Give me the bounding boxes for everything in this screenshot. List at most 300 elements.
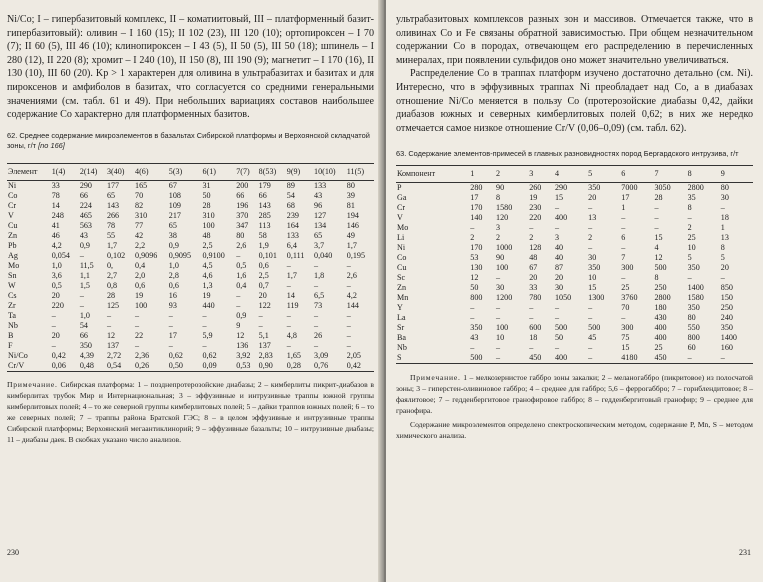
table-62-cell: 4,2 <box>346 290 357 300</box>
table-63-notes-label: Примечание. <box>410 373 461 383</box>
table-63-cell: – <box>470 223 475 233</box>
table-63-cell: – <box>554 313 560 323</box>
table-62-column-header: 4(6) <box>134 163 168 180</box>
table-63-cell: 1000 <box>496 243 513 253</box>
table-63-row <box>396 323 753 333</box>
table-63-row <box>396 293 753 303</box>
table-63-cell: 400 <box>654 333 667 343</box>
table-63-row <box>396 263 753 273</box>
table-63-cell: 20 <box>554 273 564 283</box>
table-63-cell: 1400 <box>687 283 704 293</box>
table-63-column-header: 3 <box>528 166 554 183</box>
table-62-cell: 12 <box>106 330 116 340</box>
table-62-cell: 96 <box>314 200 323 210</box>
table-62-cell: 67 <box>168 180 177 190</box>
table-62-cell: 239 <box>286 210 299 220</box>
table-63-row-label: P <box>397 183 402 193</box>
table-63-cell: 1580 <box>687 293 704 303</box>
table-63-cell: 550 <box>687 323 700 333</box>
table-62-cell: 2,05 <box>346 350 361 360</box>
table-62-cell: 70 <box>135 190 144 200</box>
table-62-cell: 93 <box>168 300 177 310</box>
table-63-cell: 12 <box>470 273 479 283</box>
table-62-row <box>7 341 374 351</box>
table-63-row-label: Nb <box>397 343 407 353</box>
table-63-column-header: 1 <box>469 166 495 183</box>
table-62-cell: 0,9 <box>79 240 90 250</box>
table-63-row-label: Sc <box>397 273 406 283</box>
table-62-cell: – <box>79 250 84 260</box>
table-62-cell: 54 <box>79 320 88 330</box>
table-62-cell: 0,06 <box>51 361 79 372</box>
table-63-cell: 2800 <box>654 293 671 303</box>
table-62-cell: 68 <box>286 200 295 210</box>
table-62-cell: 0,9100 <box>202 250 225 260</box>
table-63-cell: – <box>496 313 501 323</box>
table-63-cell: 2 <box>588 233 593 243</box>
table-62-cell: – <box>168 310 173 320</box>
table-63-cell: 15 <box>654 233 663 243</box>
table-62-cell: 65 <box>106 190 116 200</box>
table-62-cell: 20 <box>51 290 60 300</box>
table-63-cell: 400 <box>554 213 568 223</box>
table-62-cell: 0,195 <box>346 250 366 260</box>
table-63-cell: – <box>529 223 534 233</box>
table-63-cell: 230 <box>529 203 542 213</box>
table-63-cell: – <box>554 223 560 233</box>
table-63-cell: 300 <box>621 323 634 333</box>
table-63-cell: 400 <box>654 323 667 333</box>
table-62-cell: 134 <box>314 220 327 230</box>
table-62-cell: – <box>258 320 263 330</box>
table-62-cell: 0,4 <box>236 280 247 290</box>
table-63-cell: 35 <box>687 193 696 203</box>
table-63-row-label: S <box>396 353 469 364</box>
table-63-cell: – <box>621 243 626 253</box>
table-62-row <box>7 311 374 321</box>
table-63-cell: 20 <box>529 273 538 283</box>
table-63-notes <box>396 372 753 416</box>
table-62-cell: 33 <box>51 180 60 190</box>
table-63-cell: – <box>554 203 560 213</box>
table-63-column-header: 2 <box>495 166 528 183</box>
table-62-row <box>7 351 374 361</box>
table-63-cell: – <box>470 343 475 353</box>
table-62-cell: 4,39 <box>79 350 94 360</box>
table-62-cell: 0,6 <box>258 260 269 270</box>
table-63-row <box>396 253 753 263</box>
table-62-cell: 2,72 <box>106 350 122 360</box>
table-63-cell: 60 <box>687 343 696 353</box>
table-62-cell: – <box>236 290 241 300</box>
table-62-cell: 0,5 <box>236 260 247 270</box>
table-63-cell: 15 <box>554 193 564 203</box>
table-63-cell: 33 <box>529 283 538 293</box>
table-63-cell: 3 <box>496 223 501 233</box>
table-62-row-label: V <box>8 210 14 220</box>
table-62-cell: – <box>286 310 291 320</box>
table-63 <box>396 165 753 364</box>
table-62-row-label: Sn <box>8 270 17 280</box>
table-63-cell: 350 <box>687 303 700 313</box>
table-62-cell: – <box>135 320 140 330</box>
table-62-cell: – <box>79 290 84 300</box>
table-63-cell: – <box>470 313 475 323</box>
table-62-cell: 0,4 <box>135 260 146 270</box>
right-paragraph-1: ультрабазитовых комплексов разных зон и массивов. Отмечается также, что в оливинах Co и Fe связаны обратной зависимостью. При общем незначительном содержании Co в породах, отвечающем его распределению в перечисленных минералах, при появлении сульфидов оно может значительно увеличиваться. <box>396 14 753 66</box>
table-62-column-header: 11(5) <box>346 163 374 180</box>
table-62-cell: 100 <box>202 220 215 230</box>
table-62-cell: – <box>236 250 241 260</box>
table-62-cell: 0,53 <box>235 361 257 372</box>
table-63-cell: – <box>587 353 620 364</box>
table-62-cell: 11,5 <box>79 260 94 270</box>
table-63-row <box>396 273 753 283</box>
table-63-cell: 17 <box>621 193 630 203</box>
table-63-cell: 43 <box>470 333 479 343</box>
table-62-cell: 2,83 <box>258 350 273 360</box>
table-62-cell: 143 <box>258 200 271 210</box>
table-62-cell: 144 <box>346 300 359 310</box>
table-63-cell: 1400 <box>720 333 737 343</box>
table-63-cell: 450 <box>528 353 554 364</box>
table-62-cell: – <box>314 260 319 270</box>
table-63-cell: 8 <box>654 273 659 283</box>
table-62-row <box>7 241 374 251</box>
table-62-row-label: Cs <box>8 290 17 300</box>
table-63-row-label: Mn <box>397 293 409 303</box>
table-63-cell: – <box>621 273 626 283</box>
table-63-row-label: V <box>397 213 403 223</box>
table-62-row <box>7 201 374 211</box>
table-63-cell: – <box>470 303 475 313</box>
table-62-cell: 113 <box>258 220 271 230</box>
table-62-cell: 164 <box>286 220 299 230</box>
table-62-cell: 78 <box>106 220 116 230</box>
table-63-row <box>396 243 753 253</box>
table-63-row <box>396 213 753 223</box>
table-62-cell: 2,5 <box>202 240 213 250</box>
table-63-cell: 120 <box>496 213 509 223</box>
table-62-column-header: 3(40) <box>106 163 134 180</box>
left-paragraph-1: Ni/Co; I – гипербазитовый комплекс, II – коматиитовый, III – платформенный базит-гипербазитовый): оливин – I 160 (15); II 102 (23), III 120 (10); ортопироксен – I 70 (7); II 60 (5), III 46 (10); клинопироксен – I 43 (5), II 50 (5), III 50 (18); шпинель – I 280 (12), II 220 (8); хромит – I 240 (10), II 150 (8), III 190 (9); магнетит – I 170 (16), II 130 (10), III 60 (20). Kр > 1 характерен для оливина в ультрабазитах и базитах и для пироксенов и амфиболов в базитах, что согласуется со средними генеральными значениями (см. табл. 61 и 49). При небольших вариациях составов наибольшее содержание Co характерно для платформенных базитов. <box>7 14 374 121</box>
table-63-cell: 80 <box>720 183 729 193</box>
table-62-cell: 0,90 <box>258 361 286 372</box>
table-62-cell: 54 <box>286 190 295 200</box>
table-63-cell: 45 <box>588 333 597 343</box>
table-62-cell: 0,040 <box>314 250 333 260</box>
table-62-cell: – <box>346 310 351 320</box>
table-62-body <box>7 180 374 371</box>
table-62-row-label: Ta <box>8 310 16 320</box>
table-62-row <box>7 281 374 291</box>
table-62-cell: 58 <box>258 230 267 240</box>
table-63-row-label: Y <box>397 303 403 313</box>
table-63-cell: 8 <box>720 243 725 253</box>
table-62-cell: – <box>51 310 56 320</box>
table-62-row <box>7 251 374 261</box>
table-62-cell: – <box>346 280 351 290</box>
table-62-row-label: Nb <box>8 320 18 330</box>
table-62-cell: 310 <box>202 210 215 220</box>
table-62-cell: 14 <box>286 290 295 300</box>
table-62-cell: 55 <box>106 230 116 240</box>
table-63-cell: 350 <box>470 323 483 333</box>
table-63-cell: 90 <box>496 183 505 193</box>
table-62-cell: 4,6 <box>202 270 213 280</box>
table-63-row-label: La <box>397 313 406 323</box>
table-62-cell: 0,9095 <box>168 250 192 260</box>
table-63-cell: 1050 <box>554 293 572 303</box>
table-62-cell: 109 <box>168 200 181 210</box>
table-62-row <box>7 301 374 311</box>
table-62-cell: 350 <box>79 340 92 350</box>
table-62-cell: 80 <box>236 230 245 240</box>
table-63-cell: – <box>687 213 692 223</box>
table-63-row-label: Mo <box>397 223 409 233</box>
table-62-cell: 0,62 <box>202 350 217 360</box>
table-62-notes-text: Сибирская платформа: 1 – позднепротерозойские диабазы; 2 – кимберлиты пикрит-диабазов в кимберлитах трубок Мир и Интернациональная; 3 – эффузивные и интрузивные траппы южной группы кимберлитовых полей; 4 – то же северной группы кимберлитовых полей; 5 – дайки траппов южных полей; 6 – то же северных полей; 7 – траппы района Братской ГЭС; 8 – в целом эффузивные и интрузивные траппы Сибирской платформы; Верхоянский мегаантиклинорий; 9 – эффузивные базальты; 10 – интрузивные диабазы; 11 – диабазы даек. В скобках указано число анализов. <box>7 379 374 444</box>
table-63-column-header: 7 <box>653 166 686 183</box>
table-63-cell: 300 <box>621 263 634 273</box>
table-62-cell: 26 <box>314 330 323 340</box>
table-62-caption-ref: [no 166] <box>38 140 65 150</box>
table-62-cell: 19 <box>135 290 144 300</box>
table-63-cell: 6 <box>621 233 626 243</box>
table-63-cell: 1300 <box>588 293 605 303</box>
table-63-cell: 7 <box>621 253 626 263</box>
table-63-cell: 30 <box>496 283 505 293</box>
table-62-cell: 563 <box>79 220 92 230</box>
table-62-cell: 4,2 <box>51 240 62 250</box>
table-62-cell: 108 <box>168 190 181 200</box>
table-63-caption: 63. Содержание элементов-примесей в главных разновидностях пород Бергардского интрузива, г/т <box>396 149 739 159</box>
table-63-cell: 30 <box>588 253 597 263</box>
table-63-cell: 2 <box>470 233 475 243</box>
table-63-cell: 15 <box>588 283 597 293</box>
table-62-cell: 179 <box>258 180 271 190</box>
table-63-cell: – <box>588 203 593 213</box>
table-62-cell: – <box>286 340 291 350</box>
table-62-cell: 14 <box>51 200 60 210</box>
table-63-cell: 30 <box>554 283 564 293</box>
table-62-cell: 39 <box>346 190 355 200</box>
table-62-cell: 0,054 <box>51 250 70 260</box>
table-63-cell: 10 <box>588 273 597 283</box>
table-62-row-label: Pb <box>8 240 17 250</box>
table-63-cell: 90 <box>496 253 505 263</box>
table-63-cell: 140 <box>470 213 483 223</box>
table-63-cell: 50 <box>554 333 564 343</box>
table-62-cell: 48 <box>202 230 211 240</box>
table-63-cell: 5 <box>720 253 725 263</box>
table-62-cell: 3,6 <box>51 270 62 280</box>
table-63-cell: 20 <box>588 193 597 203</box>
table-62-cell: 38 <box>168 230 177 240</box>
table-63-cell: 3760 <box>621 293 638 303</box>
table-62-cell: – <box>314 280 319 290</box>
table-63-cell: 180 <box>654 303 667 313</box>
table-62-cell: 66 <box>258 190 267 200</box>
table-62-row-label: B <box>8 330 14 340</box>
table-63-cell: 500 <box>654 263 667 273</box>
table-62-cell: 122 <box>258 300 271 310</box>
table-62-cell: 5,9 <box>202 330 213 340</box>
table-62-cell: – <box>106 310 111 320</box>
table-63-cell: 160 <box>720 343 733 353</box>
table-62-row <box>7 221 374 231</box>
table-63-cell: – <box>621 213 626 223</box>
table-62-cell: 19 <box>202 290 211 300</box>
table-63-cell: 3050 <box>654 183 671 193</box>
table-63-cell: – <box>588 313 593 323</box>
table-63-cell: 100 <box>496 263 509 273</box>
table-63-cell: 1 <box>720 223 725 233</box>
table-62-cell: – <box>286 260 291 270</box>
table-63-cell: 220 <box>529 213 542 223</box>
table-62-cell: – <box>106 320 111 330</box>
table-63-cell: – <box>495 353 528 364</box>
table-62-cell: 0,8 <box>106 280 118 290</box>
table-62-cell: – <box>51 320 56 330</box>
table-63-cell: – <box>621 223 626 233</box>
table-63-cell: – <box>529 313 534 323</box>
table-62-cell: 9 <box>236 320 241 330</box>
table-63-cell: 50 <box>470 283 479 293</box>
table-63-cell: – <box>588 303 593 313</box>
table-62-row-label: Cr <box>8 200 17 210</box>
table-63-cell: 2 <box>496 233 501 243</box>
table-62-row <box>7 231 374 241</box>
table-62-cell: – <box>346 260 351 270</box>
table-63-column-header: 5 <box>587 166 620 183</box>
table-63-notes-text: 1 – мелкозернистое габбро зоны закалки; 2 – меланогаббро (пикритовое) из полосчатой зоны; 3 – гиперстен-оливиновое габбро; 4 – среднее для габбро; 5,6 – феррогаббро; 7 – горнблендитовое; 8 – фаялитовое; 7 – гедденбергитовое гранофировое габбро; 8 – гедденбергитовый гранофир; 9 – среднее для гранофира. <box>396 373 753 416</box>
table-63-cell: – <box>554 343 560 353</box>
table-63-cell: – <box>588 223 593 233</box>
table-63-cell: 850 <box>720 283 733 293</box>
table-62-cell: – <box>314 320 319 330</box>
table-62-cell: 50 <box>202 190 211 200</box>
table-63-row <box>396 283 753 293</box>
table-62-cell: 81 <box>346 200 355 210</box>
table-62-cell: 248 <box>51 210 64 220</box>
table-62-cell: 0,5 <box>51 280 62 290</box>
table-62-caption <box>7 131 374 151</box>
table-62-cell: 4,8 <box>286 330 297 340</box>
table-63-row <box>396 233 753 243</box>
table-62-cell: 0, <box>106 260 114 270</box>
table-63-cell: – <box>687 273 692 283</box>
table-62-cell: 125 <box>106 300 120 310</box>
table-63-cell: 13 <box>720 233 729 243</box>
table-62-cell: 200 <box>236 180 249 190</box>
table-62-cell: – <box>346 340 351 350</box>
table-62-cell: 1,5 <box>79 280 90 290</box>
table-63-cell: 10 <box>496 333 505 343</box>
table-62-cell: 2,0 <box>135 270 146 280</box>
table-62-cell: 0,9096 <box>135 250 158 260</box>
table-62-row <box>7 180 374 191</box>
table-62-cell: 77 <box>135 220 144 230</box>
table-62-cell: 133 <box>314 180 327 190</box>
table-63-cell: – <box>529 303 534 313</box>
table-62-cell: 440 <box>202 300 215 310</box>
table-62-row-label: Co <box>8 190 18 200</box>
table-62-cell: 0,102 <box>106 250 126 260</box>
table-63-row <box>396 333 753 343</box>
table-63-cell: 75 <box>621 333 630 343</box>
table-62-cell: 0,09 <box>201 361 235 372</box>
table-62-cell: 4,5 <box>202 260 213 270</box>
table-63-cell: 67 <box>529 263 538 273</box>
table-62-cell: 177 <box>106 180 120 190</box>
table-63-row-label: Zn <box>397 283 406 293</box>
table-63-row-label: Li <box>397 233 405 243</box>
table-62-cell: 290 <box>79 180 92 190</box>
right-paragraph-2: Распределение Co в траппах платформ изучено достаточно детально (см. Ni). Интересно, что в эффузивных траппах Ni преобладает над Co, а в диабазах отношение Ni/Co меняется в пользу Co (протерозойские диабазы 0,42, дайки диабазов южных и северных кимберлитовых полей 0,62; в них же нередко отмечается самое низкое отношение Cr/V (0,06–0,09) (см. табл. 62). <box>396 68 753 134</box>
table-63-row-label: Sr <box>397 323 405 333</box>
table-62-cell: 49 <box>346 230 355 240</box>
table-63-cell: – <box>496 343 501 353</box>
table-62-cell: 5,1 <box>258 330 269 340</box>
table-62-cell: 82 <box>135 200 144 210</box>
table-63-body <box>396 183 753 364</box>
table-63-cell: 19 <box>529 193 538 203</box>
table-63-cell: – <box>496 273 501 283</box>
table-63-cell: 250 <box>720 303 733 313</box>
table-62-notes <box>7 379 374 445</box>
table-62-column-header: 6(1) <box>201 163 235 180</box>
table-62-cell: 73 <box>314 300 323 310</box>
table-63-cell: 53 <box>470 253 479 263</box>
table-62-cell: 1,7 <box>346 240 357 250</box>
table-63-column-header: 8 <box>687 166 720 183</box>
table-62-cell: 0,6 <box>135 280 146 290</box>
table-63-cell: 170 <box>470 243 483 253</box>
table-62-cell: 31 <box>202 180 211 190</box>
table-62-cell: 220 <box>51 300 64 310</box>
table-62-cell: 136 <box>236 340 249 350</box>
table-62-cell: – <box>51 340 56 350</box>
table-62-cell: 2,5 <box>258 270 269 280</box>
table-62-column-header: 7(7) <box>235 163 257 180</box>
table-63-cell: 4 <box>654 243 659 253</box>
table-63-cell: 280 <box>470 183 483 193</box>
table-62-cell: 1,0 <box>79 310 90 320</box>
table-63-cell: 10 <box>687 243 696 253</box>
table-63-cell: – <box>654 213 659 223</box>
table-62-cell: 80 <box>346 180 355 190</box>
table-63-cell: 100 <box>496 323 509 333</box>
table-62-cell: – <box>135 310 140 320</box>
table-62-cell: 1,0 <box>51 260 62 270</box>
table-62-cell: 266 <box>106 210 120 220</box>
table-62-cell: 1,65 <box>286 350 301 360</box>
table-63-cell: 40 <box>554 253 564 263</box>
table-62-row-label: Cu <box>8 220 18 230</box>
table-63-row-label: Cu <box>397 263 407 273</box>
table-62-column-header: 1(4) <box>51 163 79 180</box>
table-63-cell: 800 <box>687 333 700 343</box>
page-number-left: 230 <box>7 548 19 557</box>
table-62-cell: 20 <box>51 330 60 340</box>
table-63-cell: 20 <box>720 263 729 273</box>
right-body-text <box>396 13 753 135</box>
table-63-cell: 2 <box>529 233 534 243</box>
table-63-cell: – <box>588 243 593 253</box>
table-63-row-label: Ba <box>397 333 406 343</box>
table-63-cell: 350 <box>687 263 700 273</box>
